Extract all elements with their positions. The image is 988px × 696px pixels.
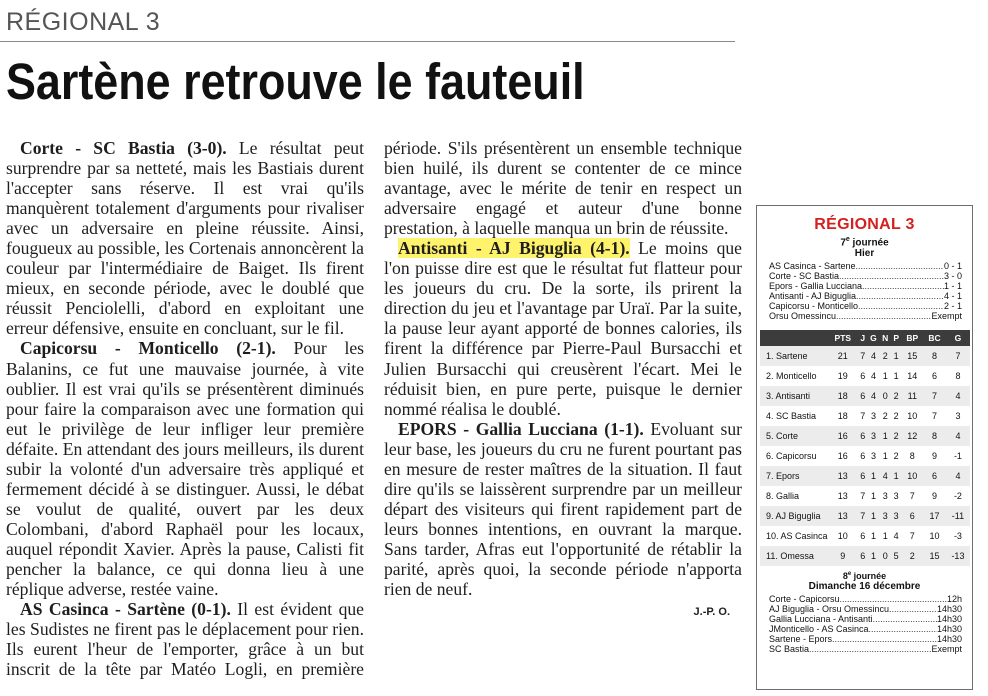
paragraph-text: Le moins que l'on puisse dire est que le résultat fut flatteur pour les joueurs du cru. De la sorte, ils prirent la direction du jeu et l'avantage par Uraï. Par la suite, la pause leur ayant apporté de bonnes calories, ils firent la différence par Pierre-Paul Bursacchi et Julien Bursacchi qui creusèrent l'écart. Mei le réduisit bien, en pure perte, puisque le dernier nommé réalisa le doublé. bbox=[384, 238, 742, 419]
standings-cell: 18 bbox=[837, 391, 848, 402]
result-row bbox=[769, 301, 962, 311]
standings-cell: 5 bbox=[893, 551, 899, 562]
paragraph-text: Evoluant sur leur base, les joueurs du cru ne furent pourtant pas en mesure de rester maîtres de la situation. Il faut dire qu'ils se laissèrent surprendre par un meilleur départ des visiteurs qui firent rapidement part de leurs bonnes intentions, en ouvrant la marque. Sans tarder, Afras eut l'opportunité de rétablir la parité, après quoi, la seconde période n'apporta rien de neuf. bbox=[384, 418, 742, 600]
standings-cell: -11 bbox=[951, 511, 965, 522]
fixture-row bbox=[769, 624, 962, 634]
result-score: 4 - 1 bbox=[943, 291, 962, 302]
standings-cell: 10 bbox=[837, 531, 848, 542]
result-score: 0 - 1 bbox=[943, 261, 962, 272]
standings-cell: 6 bbox=[860, 551, 866, 562]
standings-header: BP bbox=[906, 333, 919, 344]
match-lead: AS Casinca - Sartène (0-1). bbox=[20, 599, 231, 620]
standings-team: 6. Capicorsu bbox=[766, 451, 817, 462]
standings-cell: 4 bbox=[882, 471, 888, 482]
standings-cell: 4 bbox=[955, 431, 961, 442]
standings-cell: 2 bbox=[909, 551, 915, 562]
standings-row bbox=[760, 546, 970, 566]
standings-cell: 7 bbox=[932, 391, 938, 402]
standings-cell: 9 bbox=[840, 551, 846, 562]
standings-header-row bbox=[760, 330, 970, 346]
standings-cell: 6 bbox=[860, 531, 866, 542]
standings-cell: 7 bbox=[860, 411, 866, 422]
standings-cell: 3 bbox=[870, 431, 876, 442]
standings-cell: 9 bbox=[932, 451, 938, 462]
next-round-suffix: e bbox=[847, 571, 852, 578]
standings-cell: 1 bbox=[882, 431, 888, 442]
standings-cell: 1 bbox=[870, 471, 876, 482]
standings-cell: 4 bbox=[870, 391, 876, 402]
standings-cell: 13 bbox=[837, 471, 848, 482]
fixture-match: JMonticello - AS Casinca bbox=[769, 624, 869, 635]
standings-cell: 7 bbox=[909, 531, 915, 542]
standings-cell: 4 bbox=[955, 471, 961, 482]
standings-cell: 7 bbox=[955, 351, 961, 362]
standings-header: J bbox=[860, 333, 866, 344]
fixture-match: Sartene - Epors bbox=[769, 634, 833, 645]
standings-cell: -13 bbox=[951, 551, 965, 562]
standings-team: 11. Omessa bbox=[766, 551, 814, 562]
standings-cell: 6 bbox=[860, 391, 866, 402]
match-lead: EPORS - Gallia Lucciana (1-1). bbox=[398, 418, 644, 439]
standings-header: N bbox=[882, 333, 889, 344]
standings-cell: 6 bbox=[932, 371, 938, 382]
result-row bbox=[769, 291, 962, 301]
result-row bbox=[769, 311, 962, 321]
standings-cell: 19 bbox=[837, 371, 848, 382]
fixture-time: 14h30 bbox=[936, 604, 962, 615]
result-match: Corte - SC Bastia bbox=[769, 271, 840, 282]
standings-header bbox=[760, 330, 828, 346]
fixture-time: Exempt bbox=[931, 644, 962, 655]
fixture-row bbox=[769, 594, 962, 604]
standings-team: 9. AJ Biguglia bbox=[766, 511, 821, 522]
standings-cell: 8 bbox=[955, 371, 961, 382]
standings-cell: 1 bbox=[882, 451, 888, 462]
standings-cell: 6 bbox=[860, 451, 866, 462]
result-score: 3 - 0 bbox=[943, 271, 962, 282]
result-row bbox=[769, 281, 962, 291]
standings-row bbox=[760, 346, 970, 366]
standings-header: P bbox=[893, 333, 899, 344]
standings-cell: 1 bbox=[870, 551, 876, 562]
article-paragraph bbox=[6, 138, 364, 338]
standings-cell: 13 bbox=[837, 491, 848, 502]
standings-row bbox=[760, 366, 970, 386]
standings-team: 8. Gallia bbox=[766, 491, 800, 502]
standings-cell: 7 bbox=[932, 411, 938, 422]
fixture-row bbox=[769, 634, 962, 644]
standings-row bbox=[760, 406, 970, 426]
article-paragraph bbox=[6, 338, 364, 599]
standings-team: 10. AS Casinca bbox=[766, 531, 828, 542]
standings-cell: 6 bbox=[860, 431, 866, 442]
standings-cell: 10 bbox=[907, 471, 918, 482]
standings-cell: 18 bbox=[837, 411, 848, 422]
round-text: journée bbox=[849, 237, 889, 249]
standings-cell: 2 bbox=[893, 411, 899, 422]
standings-cell: 6 bbox=[860, 371, 866, 382]
match-lead: Corte - SC Bastia (3-0). bbox=[20, 138, 227, 158]
standings-cell: 1 bbox=[893, 371, 899, 382]
standings-header: G bbox=[870, 333, 877, 344]
match-lead: Capicorsu - Monticello (2-1). bbox=[20, 338, 276, 359]
standings-cell: 4 bbox=[955, 391, 961, 402]
result-score: 2 - 1 bbox=[943, 301, 962, 312]
next-round-label bbox=[757, 569, 972, 581]
standings-cell: 13 bbox=[837, 511, 848, 522]
standings-cell: 6 bbox=[860, 471, 866, 482]
standings-cell: 4 bbox=[870, 351, 876, 362]
standings-cell: 1 bbox=[893, 351, 899, 362]
standings-cell: 2 bbox=[893, 391, 899, 402]
author-signature: J.-P. O. bbox=[693, 606, 730, 619]
standings-cell: 1 bbox=[882, 531, 888, 542]
standings-table bbox=[760, 330, 970, 566]
results-sidebar bbox=[756, 205, 973, 690]
next-round-text: journée bbox=[851, 571, 887, 582]
standings-cell: 1 bbox=[893, 471, 899, 482]
result-row bbox=[769, 261, 962, 271]
result-match: AS Casinca - Sartene bbox=[769, 261, 856, 272]
standings-cell: 7 bbox=[909, 491, 915, 502]
result-match: Epors - Gallia Lucciana bbox=[769, 281, 863, 292]
paragraph-text: Il est évident que les Sudistes ne firent pas le déplacement pour rien. Ils eurent l'heur de l'emporter, grâce à un but inscrit de la tête par Matéo Logli, en première période. S'ils présentèrent un ensemble technique bien huilé, ils durent se contenter de ce mince avantage, avec le mérite de tenir en respect un adversaire engagé et auteur d'une bonne prestation, à laquelle manqua un brin de réussite. bbox=[6, 138, 742, 680]
fixture-match: AJ Biguglia - Orsu Omessincu bbox=[769, 604, 890, 615]
standings-cell: 15 bbox=[907, 351, 918, 362]
results-list bbox=[769, 261, 962, 321]
paragraph-text: Pour les Balanins, ce fut une mauvaise journée, à vite oublier. Il est vrai qu'ils se présentèrent diminués pour faire la comparaison avec une formation qui eut le privilège de leur infliger leur première défaite. En attendant des jours meilleurs, ils durent subir la volonté d'un adversaire très appliqué et fermement décidé à se distinguer. Aussi, le débat se voulut de qualité, ouvert par les deux Colombani, d'abord Raphaël pour les locaux, auquel répondit Xavier. Après la pause, Calisti fit pencher la balance, ce qui donna lieu à une réplique adverse, restée vaine. bbox=[6, 338, 364, 600]
fixture-match: Gallia Lucciana - Antisanti bbox=[769, 614, 873, 625]
headline: Sartène retrouve le fauteuil bbox=[6, 53, 585, 110]
standings-cell: 8 bbox=[932, 351, 938, 362]
standings-row bbox=[760, 526, 970, 546]
result-row bbox=[769, 271, 962, 281]
fixture-time: 12h bbox=[946, 594, 962, 605]
standings-cell: 6 bbox=[909, 511, 915, 522]
fixture-time: 14h30 bbox=[936, 624, 962, 635]
standings-cell: 2 bbox=[882, 351, 888, 362]
standings-cell: -1 bbox=[953, 451, 962, 462]
fixture-match: Corte - Capicorsu bbox=[769, 594, 840, 605]
standings-cell: 21 bbox=[837, 351, 848, 362]
section-label: RÉGIONAL 3 bbox=[6, 8, 161, 36]
standings-cell: 3 bbox=[882, 511, 888, 522]
standings-cell: 1 bbox=[870, 531, 876, 542]
result-match: Antisanti - AJ Biguglia bbox=[769, 291, 857, 302]
fixture-row bbox=[769, 604, 962, 614]
standings-header: BC bbox=[928, 333, 941, 344]
standings-cell: 3 bbox=[882, 491, 888, 502]
standings-row bbox=[760, 386, 970, 406]
fixture-match: SC Bastia bbox=[769, 644, 810, 655]
fixture-row bbox=[769, 614, 962, 624]
standings-team: 5. Corte bbox=[766, 431, 799, 442]
standings-cell: 7 bbox=[860, 491, 866, 502]
standings-team: 3. Antisanti bbox=[766, 391, 811, 402]
standings-cell: 3 bbox=[893, 491, 899, 502]
standings-row bbox=[760, 426, 970, 446]
standings-cell: 1 bbox=[882, 371, 888, 382]
standings-cell: 11 bbox=[907, 391, 917, 402]
standings-cell: 2 bbox=[882, 411, 888, 422]
standings-row bbox=[760, 486, 970, 506]
result-match: Orsu Omessincu bbox=[769, 311, 837, 322]
fixtures-list bbox=[769, 594, 962, 654]
standings-cell: 15 bbox=[929, 551, 940, 562]
standings-cell: 8 bbox=[909, 451, 915, 462]
standings-cell: 1 bbox=[870, 491, 876, 502]
standings-header: PTS bbox=[834, 333, 852, 344]
standings-team: 4. SC Bastia bbox=[766, 411, 817, 422]
result-match: Capicorsu - Monticello bbox=[769, 301, 859, 312]
standings-cell: 2 bbox=[893, 451, 899, 462]
standings-cell: 3 bbox=[955, 411, 961, 422]
standings-cell: 16 bbox=[837, 431, 848, 442]
standings-cell: 8 bbox=[932, 431, 938, 442]
next-round-date: Dimanche 16 décembre bbox=[808, 581, 921, 593]
standings-cell: 3 bbox=[870, 451, 876, 462]
standings-header: G bbox=[954, 333, 962, 344]
standings-row bbox=[760, 466, 970, 486]
standings-cell: 7 bbox=[860, 351, 866, 362]
standings-team: 1. Sartene bbox=[766, 351, 808, 362]
standings-cell: 1 bbox=[870, 511, 876, 522]
paragraph-text: Le résultat peut surprendre par sa netteté, mais les Bastiais durent l'accepter sans réserve. Il est vrai qu'ils manquèrent totalement d'arguments pour rivaliser avec un adversaire en pleine réussite. Ainsi, fougueux au possible, les Cortenais annoncèrent la couleur par l'intermédiaire de Baiget. Ils firent mieux, en seconde période, avec le doublé que réussit Penciolelli, d'abord en exploitant une erreur défensive, ensuite en concluant, sur le fil. bbox=[6, 138, 364, 339]
standings-row bbox=[760, 506, 970, 526]
standings-cell: 6 bbox=[932, 471, 938, 482]
standings-cell: -3 bbox=[953, 531, 962, 542]
standings-cell: 10 bbox=[907, 411, 918, 422]
fixture-row bbox=[769, 644, 962, 654]
result-score: 1 - 1 bbox=[943, 281, 962, 292]
standings-cell: 16 bbox=[837, 451, 848, 462]
standings-cell: 9 bbox=[932, 491, 938, 502]
standings-body bbox=[760, 346, 970, 566]
standings-cell: 2 bbox=[893, 431, 899, 442]
article-paragraph bbox=[384, 238, 742, 418]
standings-cell: 7 bbox=[860, 511, 866, 522]
round-label bbox=[757, 234, 972, 248]
sidebar-title: RÉGIONAL 3 bbox=[814, 216, 915, 233]
fixture-time: 14h30 bbox=[936, 634, 962, 645]
standings-cell: 3 bbox=[870, 411, 876, 422]
article-body bbox=[6, 138, 742, 696]
round-suffix: e bbox=[845, 236, 850, 243]
standings-team: 7. Epors bbox=[766, 471, 800, 482]
standings-row bbox=[760, 446, 970, 466]
standings-cell: 12 bbox=[907, 431, 918, 442]
standings-cell: 4 bbox=[870, 371, 876, 382]
next-round-number: 8 bbox=[842, 571, 848, 582]
round-number: 7 bbox=[840, 237, 846, 249]
standings-cell: 0 bbox=[882, 551, 888, 562]
section-divider bbox=[0, 41, 735, 42]
round-when: Hier bbox=[854, 248, 875, 260]
standings-cell: 14 bbox=[907, 371, 918, 382]
standings-cell: 10 bbox=[929, 531, 940, 542]
standings-cell: 0 bbox=[882, 391, 888, 402]
standings-cell: 17 bbox=[929, 511, 940, 522]
standings-cell: 4 bbox=[893, 531, 899, 542]
fixture-time: 14h30 bbox=[936, 614, 962, 625]
standings-cell: -2 bbox=[953, 491, 962, 502]
standings-team: 2. Monticello bbox=[766, 371, 817, 382]
result-score: Exempt bbox=[931, 311, 962, 322]
match-lead-highlighted: Antisanti - AJ Biguglia (4-1). bbox=[398, 238, 630, 259]
article-paragraph bbox=[384, 419, 742, 599]
standings-cell: 3 bbox=[893, 511, 899, 522]
